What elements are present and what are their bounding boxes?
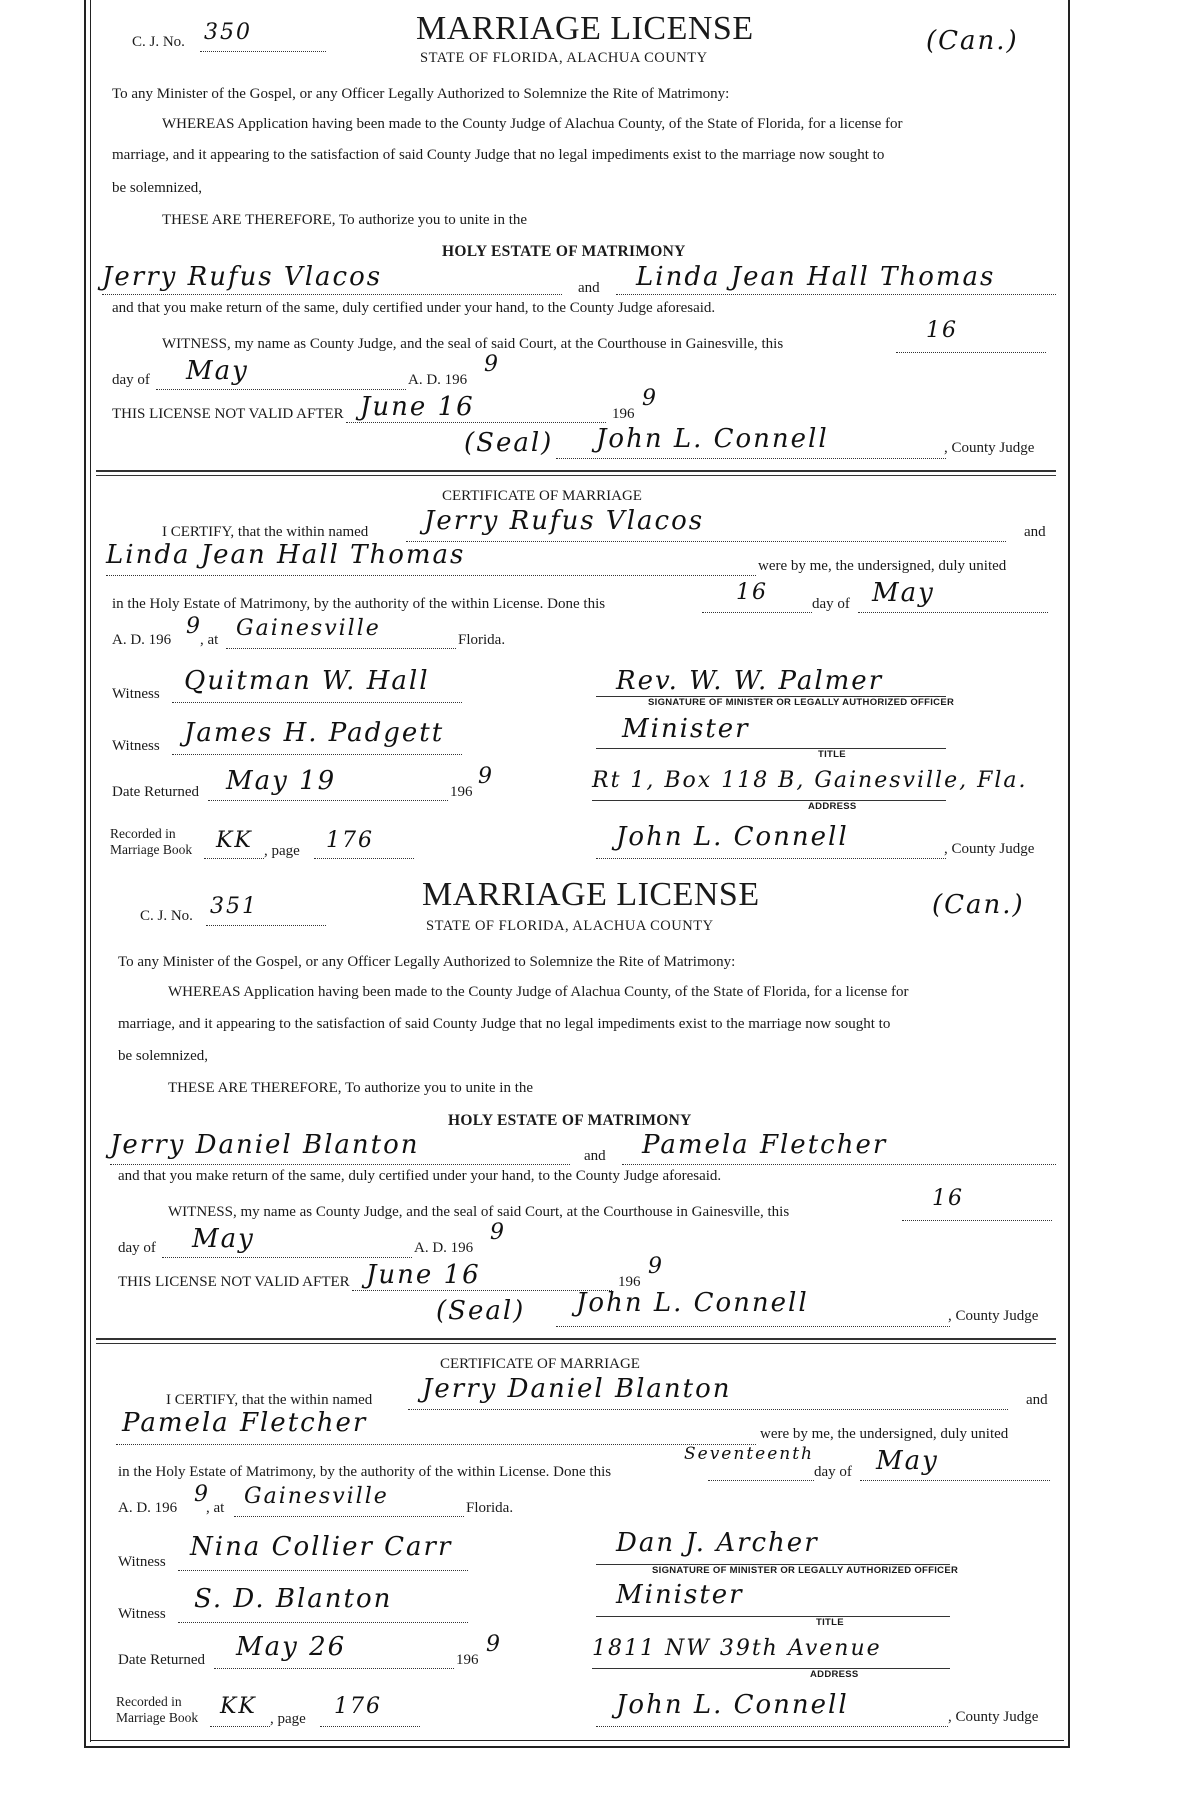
whereas-line-2: marriage, and it appearing to the satisfaction of said County Judge that no legal impediments exist to the marriage now sought to (118, 1016, 891, 1032)
day-of-label-2: day of (814, 1464, 852, 1480)
whereas-line-1: WHEREAS Application having been made to the County Judge of Alachua County, of the State of Florida, for a license for (168, 984, 909, 1000)
page-number: 176 (326, 828, 374, 853)
united-label: were by me, the undersigned, duly united (758, 558, 1007, 574)
groom-name: Jerry Daniel Blanton (110, 1130, 420, 1160)
address-label: ADDRESS (810, 1669, 859, 1680)
section-divider (96, 1338, 1056, 1340)
ad-label: A. D. 196 (408, 372, 468, 388)
cert-bride-name: Linda Jean Hall Thomas (106, 540, 466, 570)
witness-label-1: Witness (112, 686, 160, 702)
whereas-line-3: be solemnized, (118, 1048, 208, 1064)
florida-label: Florida. (466, 1500, 514, 1516)
title-label: TITLE (818, 749, 846, 760)
recorded-in-label: Recorded in (110, 826, 176, 841)
holy-estate-line: in the Holy Estate of Matrimony, by the authority of the within License. Done this (112, 596, 606, 612)
state-line: STATE OF FLORIDA, ALACHUA COUNTY (426, 918, 714, 934)
cert-groom-name: Jerry Rufus Vlacos (424, 506, 705, 536)
not-valid-year: 9 (648, 1254, 664, 1279)
day-of-label: day of (118, 1240, 156, 1256)
witness-day: 16 (926, 318, 958, 343)
ad2-year: 9 (194, 1482, 210, 1507)
date-returned-label: Date Returned (112, 784, 200, 800)
done-month: May (872, 578, 935, 608)
returned-year-label: 196 (456, 1652, 479, 1668)
ad2-year: 9 (186, 614, 202, 639)
witness-line: WITNESS, my name as County Judge, and the seal of said Court, at the Courthouse in Gainesville, this (168, 1204, 790, 1220)
done-month: May (876, 1446, 939, 1476)
judge-signature-2: John L. Connell (616, 1690, 849, 1720)
book-number: KK (216, 828, 253, 853)
groom-name: Jerry Rufus Vlacos (102, 262, 383, 292)
date-returned: May 26 (236, 1632, 347, 1662)
marriage-book-label: Marriage Book (116, 1710, 199, 1725)
address-label: ADDRESS (808, 801, 857, 812)
county-judge-label-2: , County Judge (944, 841, 1035, 857)
license-350 (96, 0, 1066, 872)
at-label: , at (200, 632, 219, 648)
left-border (84, 0, 86, 1748)
witness-1-signature: Quitman W. Hall (184, 666, 430, 696)
witness-label-2: Witness (112, 738, 160, 754)
officer-signature-label: SIGNATURE OF MINISTER OR LEGALLY AUTHORIZED OFFICER (648, 697, 955, 708)
witness-2-signature: James H. Padgett (184, 718, 445, 748)
holy-estate-heading: HOLY ESTATE OF MATRIMONY (442, 243, 686, 260)
certify-label: I CERTIFY, that the within named (166, 1392, 373, 1408)
page-number: 176 (334, 1694, 382, 1719)
right-border (1068, 0, 1070, 1748)
ad-year: 9 (490, 1220, 506, 1245)
cert-and-label: and (1026, 1392, 1048, 1408)
officer-title: Minister (616, 1580, 744, 1610)
certify-label: I CERTIFY, that the within named (162, 524, 369, 540)
county-judge-label-2: , County Judge (948, 1709, 1039, 1725)
officer-signature: Dan J. Archer (616, 1528, 819, 1558)
license-title: MARRIAGE LICENSE (416, 10, 754, 47)
holy-estate-line: in the Holy Estate of Matrimony, by the authority of the within License. Done this (118, 1464, 612, 1480)
returned-year: 9 (478, 764, 494, 789)
county-judge-label: , County Judge (944, 440, 1035, 456)
witness-2-signature: S. D. Blanton (194, 1584, 393, 1614)
cj-number: 350 (204, 20, 252, 45)
officer-signature-label: SIGNATURE OF MINISTER OR LEGALLY AUTHORIZED OFFICER (652, 1565, 959, 1576)
address-line: To any Minister of the Gospel, or any Officer Legally Authorized to Solemnize the Rite of Matrimony: (118, 954, 736, 970)
day-of-month: May (192, 1224, 255, 1254)
place: Gainesville (244, 1484, 389, 1509)
page-label: , page (270, 1711, 306, 1727)
witness-label-2: Witness (118, 1606, 166, 1622)
cj-number: 351 (210, 894, 258, 919)
bride-name: Linda Jean Hall Thomas (636, 262, 996, 292)
bride-name: Pamela Fletcher (642, 1130, 888, 1160)
florida-label: Florida. (458, 632, 506, 648)
holy-estate-heading: HOLY ESTATE OF MATRIMONY (448, 1112, 692, 1129)
not-valid-year-label: 196 (618, 1274, 641, 1290)
ad2-label: A. D. 196 (112, 632, 172, 648)
place: Gainesville (236, 616, 381, 641)
state-line: STATE OF FLORIDA, ALACHUA COUNTY (420, 50, 708, 66)
judge-signature: John L. Connell (576, 1288, 809, 1318)
cert-bride-name: Pamela Fletcher (122, 1408, 368, 1438)
corner-note: (Can.) (926, 26, 1019, 56)
and-label: and (584, 1148, 606, 1164)
officer-title: Minister (622, 714, 750, 744)
seal-mark: (Seal) (464, 428, 554, 458)
corner-note: (Can.) (932, 890, 1025, 920)
title-label: TITLE (816, 1617, 844, 1628)
whereas-line-1: WHEREAS Application having been made to the County Judge of Alachua County, of the State of Florida, for a license for (162, 116, 903, 132)
return-line: and that you make return of the same, duly certified under your hand, to the County Judge aforesaid. (112, 300, 716, 316)
cj-label: C. J. No. (132, 34, 185, 50)
not-valid-year-label: 196 (612, 406, 635, 422)
judge-signature-2: John L. Connell (616, 822, 849, 852)
ad-year: 9 (484, 352, 500, 377)
marriage-book-label: Marriage Book (110, 842, 193, 857)
return-line: and that you make return of the same, duly certified under your hand, to the County Judge aforesaid. (118, 1168, 722, 1184)
day-of-label: day of (112, 372, 150, 388)
recorded-in-label: Recorded in (116, 1694, 182, 1709)
ad2-label: A. D. 196 (118, 1500, 178, 1516)
section-divider (96, 470, 1056, 472)
done-day: 16 (736, 580, 768, 605)
witness-label-1: Witness (118, 1554, 166, 1570)
judge-signature: John L. Connell (596, 424, 829, 454)
returned-year-label: 196 (450, 784, 473, 800)
officer-address: 1811 NW 39th Avenue (592, 1636, 882, 1661)
certificate-title: CERTIFICATE OF MARRIAGE (440, 1356, 640, 1372)
therefore-line: THESE ARE THEREFORE, To authorize you to unite in the (168, 1080, 534, 1096)
whereas-line-2: marriage, and it appearing to the satisfaction of said County Judge that no legal impediments exist to the marriage now sought to (112, 147, 885, 163)
witness-line: WITNESS, my name as County Judge, and the seal of said Court, at the Courthouse in Gainesville, this (162, 336, 784, 352)
not-valid-date: June 16 (360, 392, 475, 422)
cj-label: C. J. No. (140, 908, 193, 924)
not-valid-year: 9 (642, 386, 658, 411)
cert-groom-name: Jerry Daniel Blanton (422, 1374, 732, 1404)
not-valid-label: THIS LICENSE NOT VALID AFTER (118, 1274, 350, 1290)
date-returned-label: Date Returned (118, 1652, 206, 1668)
bottom-border (84, 1746, 1070, 1748)
book-number: KK (220, 1694, 257, 1719)
certificate-title: CERTIFICATE OF MARRIAGE (442, 488, 642, 504)
date-returned: May 19 (226, 766, 337, 796)
witness-day: 16 (932, 1186, 964, 1211)
page-label: , page (264, 843, 300, 859)
returned-year: 9 (486, 1632, 502, 1657)
witness-1-signature: Nina Collier Carr (190, 1532, 453, 1562)
ad-label: A. D. 196 (414, 1240, 474, 1256)
day-of-label-2: day of (812, 596, 850, 612)
cert-and-label: and (1024, 524, 1046, 540)
not-valid-date: June 16 (366, 1260, 481, 1290)
seal-mark: (Seal) (436, 1296, 526, 1326)
officer-signature: Rev. W. W. Palmer (616, 666, 884, 696)
not-valid-label: THIS LICENSE NOT VALID AFTER (112, 406, 344, 422)
day-of-month: May (186, 356, 249, 386)
left-border-inner (90, 0, 91, 1742)
address-line: To any Minister of the Gospel, or any Officer Legally Authorized to Solemnize the Rite of Matrimony: (112, 86, 730, 102)
united-label: were by me, the undersigned, duly united (760, 1426, 1009, 1442)
license-351 (96, 872, 1066, 1742)
done-day: Seventeenth (684, 1444, 815, 1464)
county-judge-label: , County Judge (948, 1308, 1039, 1324)
license-title: MARRIAGE LICENSE (422, 876, 760, 913)
therefore-line: THESE ARE THEREFORE, To authorize you to unite in the (162, 212, 528, 228)
and-label: and (578, 280, 600, 296)
whereas-line-3: be solemnized, (112, 180, 202, 196)
at-label: , at (206, 1500, 225, 1516)
officer-address: Rt 1, Box 118 B, Gainesville, Fla. (592, 768, 1028, 793)
